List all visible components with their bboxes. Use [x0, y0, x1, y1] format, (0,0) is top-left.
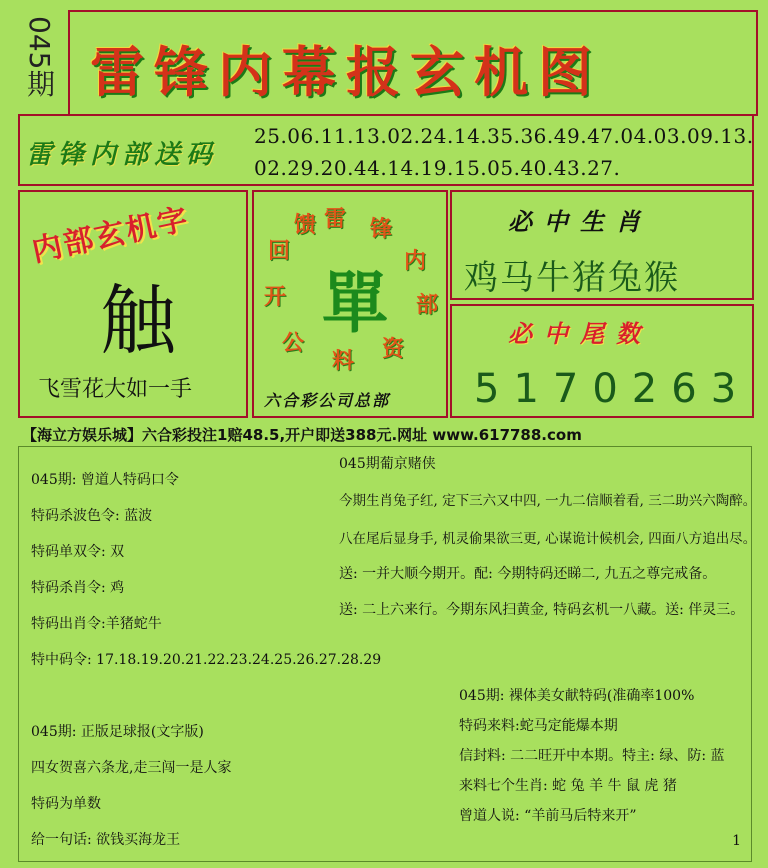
circle-char: 馈: [294, 212, 317, 238]
right-text-line: 曾道人说: “羊前马后特来开”: [459, 808, 637, 824]
left-text-line: 给一句话: 欲钱买海龙王: [31, 832, 181, 848]
right-text-line: 送: 一并大顺今期开。配: 今期特码还睇二, 九五之尊完戒备。: [339, 566, 717, 582]
zodiac-value: 鸡马牛猪兔猴: [464, 258, 680, 298]
circle-char: 锋: [370, 216, 393, 242]
circle-char: 资: [382, 336, 405, 362]
circle-char: 部: [416, 292, 439, 318]
circle-char: 雷: [324, 206, 347, 232]
lower-text-panel: [18, 446, 757, 862]
circle-char: 开: [264, 284, 287, 310]
circle-char: 料: [332, 348, 355, 374]
left-text-line: 四女贺喜六条龙,走三闯一是人家: [31, 760, 232, 776]
circle-char: 内: [404, 248, 427, 274]
numbers-panel: [18, 114, 754, 186]
tail-number-label: 必中尾数: [508, 319, 652, 348]
left-text-line: 特码单双令: 双: [31, 544, 125, 560]
left-text-line: 特码出肖令:羊猪蛇牛: [31, 616, 162, 632]
page-number: 1: [732, 833, 741, 849]
right-text-line: 今期生肖兔子红, 定下三六又中四, 一九二信顺着看, 三二助兴六陶醉。: [339, 493, 757, 509]
right-text-line: 来料七个生肖: 蛇 兔 羊 牛 鼠 虎 猪: [459, 778, 677, 794]
center-character: 單: [322, 264, 388, 342]
left-text-line: 特码为单数: [31, 796, 101, 812]
left-text-line: 特码杀波色令: 蓝波: [31, 508, 153, 524]
right-text-line: 特码来料:蛇马定能爆本期: [459, 718, 618, 734]
mystery-character: 触: [100, 276, 176, 365]
zodiac-label: 必中生肖: [508, 207, 652, 236]
circle-char: 回: [268, 238, 291, 264]
company-caption: 六合彩公司总部: [264, 391, 391, 410]
issue-number: [18, 8, 66, 114]
right-text-line: 045期葡京赌侠: [339, 456, 436, 472]
left-text-line: 特码杀肖令: 鸡: [31, 580, 125, 596]
issue-number-text: 045期: [23, 16, 56, 98]
left-text-line: 045期: 曾道人特码口令: [31, 472, 179, 488]
zodiac-panel: [450, 190, 754, 300]
right-text-line: 送: 二上六来行。今期东风扫黄金, 特码玄机一八藏。送: 伴灵三。: [339, 602, 745, 618]
advertisement-bar: 【海立方娱乐城】六合彩投注1赔48.5,开户即送388元.网址 www.617788.com: [22, 426, 582, 444]
title-banner: [68, 10, 758, 116]
mystery-phrase: 飞雪花大如一手: [38, 377, 193, 402]
circle-char: 公: [282, 330, 305, 356]
numbers-line-1: 25.06.11.13.02.24.14.35.36.49.47.04.03.09.13.: [254, 124, 754, 148]
tail-number-value: 5170263: [474, 366, 751, 412]
inner-mystery-panel: [18, 190, 248, 418]
right-text-line: 045期: 裸体美女献特码(准确率100%: [459, 688, 695, 704]
circle-panel: [252, 190, 448, 418]
right-text-line: 信封料: 二二旺开中本期。特主: 绿、防: 蓝: [459, 748, 725, 764]
tail-number-panel: [450, 304, 754, 418]
left-text-line: 特中码令: 17.18.19.20.21.22.23.24.25.26.27.28.29: [31, 652, 382, 668]
inner-mystery-label: 内部玄机字: [28, 201, 193, 270]
right-text-line: 八在尾后显身手, 机灵偷果欲三更, 心谋诡计候机会, 四面八方追出尽。: [339, 531, 757, 547]
numbers-line-2: 02.29.20.44.14.19.15.05.40.43.27.: [254, 156, 621, 180]
page-title: 雷锋内幕报玄机图: [90, 40, 602, 104]
left-text-line: 045期: 正版足球报(文字版): [31, 724, 204, 740]
numbers-label: 雷锋内部送码: [26, 140, 219, 170]
